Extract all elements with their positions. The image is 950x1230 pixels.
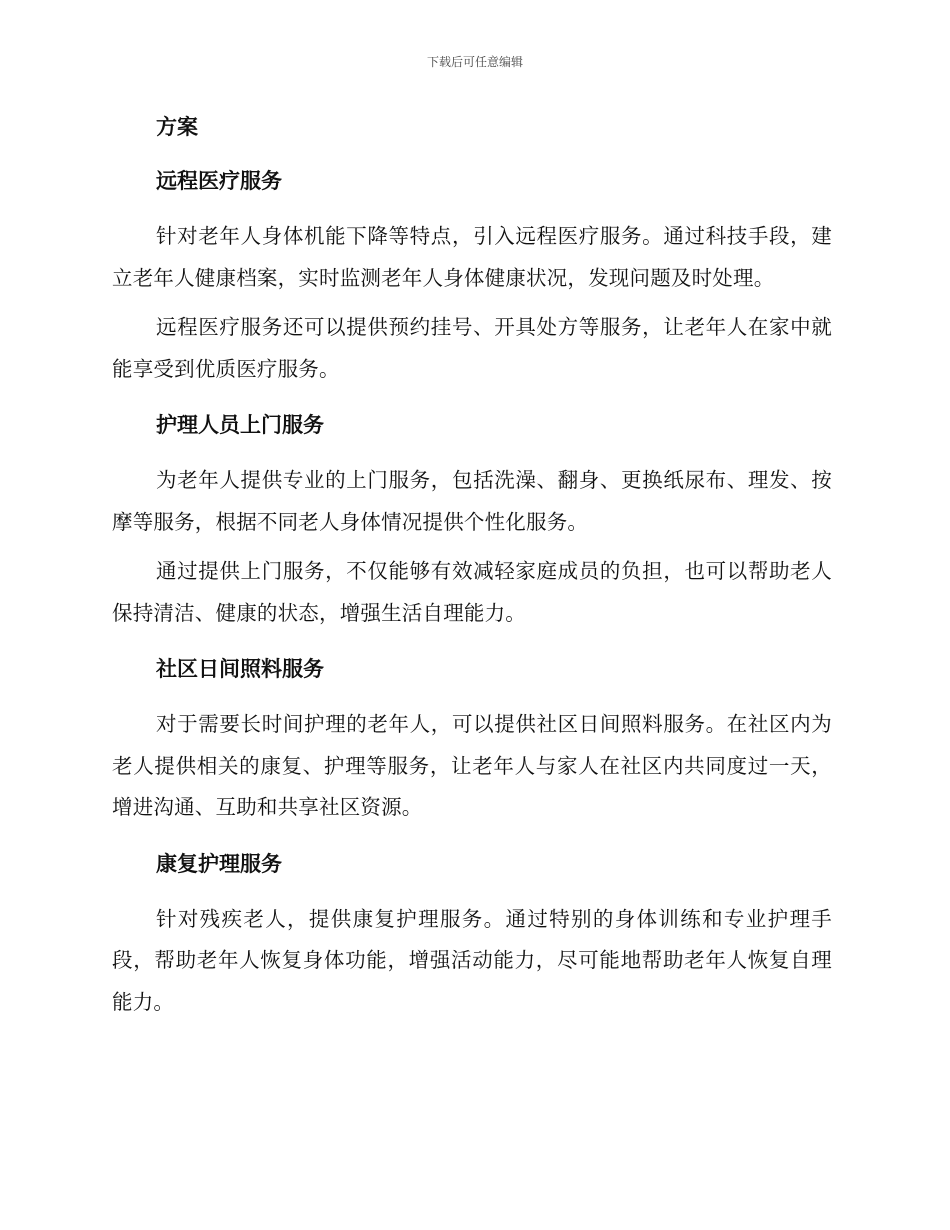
paragraph: 为老年人提供专业的上门服务，包括洗澡、翻身、更换纸尿布、理发、按摩等服务，根据不同老人身体情况提供个性化服务。 [112,468,832,534]
page-header-note: 下载后可任意编辑 [426,55,523,69]
section-heading: 康复护理服务 [156,851,282,876]
paragraph: 针对残疾老人，提供康复护理服务。通过特别的身体训练和专业护理手段，帮助老年人恢复身体功能，增强活动能力，尽可能地帮助老年人恢复自理能力。 [112,906,832,1014]
section-heading: 远程医疗服务 [156,169,282,193]
paragraph: 通过提供上门服务，不仅能够有效减轻家庭成员的负担，也可以帮助老人保持清洁、健康的状态，增强生活自理能力。 [112,559,832,625]
paragraph: 对于需要长时间护理的老年人，可以提供社区日间照料服务。在社区内为老人提供相关的康复、护理等服务，让老年人与家人在社区内共同度过一天，增进沟通、互助和共享社区资源。 [112,712,832,819]
paragraph: 远程医疗服务还可以提供预约挂号、开具处方等服务，让老年人在家中就能享受到优质医疗服务。 [112,315,832,381]
section-heading: 社区日间照料服务 [156,657,324,681]
document-title: 方案 [156,115,198,139]
document-body [112,108,832,1031]
section-heading: 护理人员上门服务 [156,413,324,437]
paragraph: 针对老年人身体机能下降等特点，引入远程医疗服务。通过科技手段，建立老年人健康档案，实时监测老年人身体健康状况，发现问题及时处理。 [112,224,832,290]
